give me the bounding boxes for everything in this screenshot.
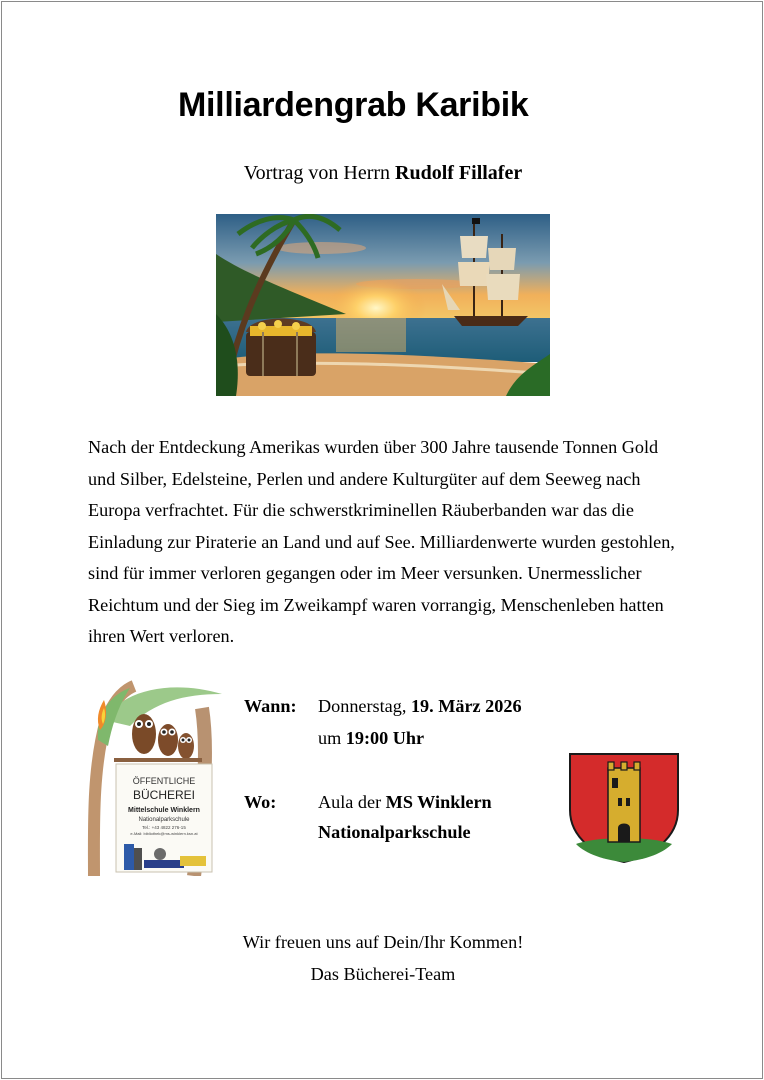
where-venue: MS Winklern [385,792,492,812]
when-day: Donnerstag, [318,696,407,716]
where-prefix: Aula der [318,792,382,812]
time-prefix: um [318,728,342,748]
flyer-title: Milliardengrab Karibik [178,86,529,124]
where-value [318,792,492,813]
body-line: sind für immer verloren gegangen oder im Meer versunken. Unermesslicher [88,563,642,583]
body-line: Einladung zur Piraterie an Land und auf See. Milliardenwerte wurden gestohlen, [88,531,675,552]
where-school: Nationalparkschule [318,822,471,842]
library-logo [84,680,224,876]
body-text [88,432,688,653]
when-date: 19. März 2026 [410,696,522,716]
logo-line-4: Nationalparkschule [138,817,190,823]
subtitle-prefix: Vortrag von Herrn [243,162,391,184]
body-line: Nach der Entdeckung Amerikas wurden über 300 Jahre tausende Tonnen Gold [88,437,659,457]
when-value [318,696,522,717]
flyer-page [1,1,763,1079]
coat-of-arms [568,752,680,864]
body-line: Reichtum und der Sieg im Zweikampf waren vorrangig, Menschenleben hatten [88,594,664,615]
when-label: Wann: [244,696,297,716]
body-line: ihren Wert verloren. [88,626,235,646]
where-label: Wo: [244,792,277,812]
body-line: und Silber, Edelsteine, Perlen und andere Kulturgüter auf dem Seeweg nach [88,468,641,489]
closing-line-1: Wir freuen uns auf Dein/Ihr Kommen! [242,932,524,952]
speaker-name: Rudolf Fillafer [395,162,523,184]
logo-line-5: Tel.: +43 4822 276-15 [142,825,186,830]
closing-line-2: Das Bücherei-Team [310,964,456,984]
logo-line-3: Mittelschule Winklern [128,807,200,814]
logo-line-2: BÜCHEREI [132,788,196,802]
flyer-subtitle [2,162,764,185]
time: 19:00 Uhr [345,728,425,748]
body-line: Europa verfrachtet. Für die schwerstkriminellen Räuberbanden war das die [88,500,634,520]
time-value [318,728,424,749]
logo-line-6: e-Mail: bibliothek@ms-winklern.ksn.at [130,831,198,836]
logo-line-1: ÖFFENTLICHE [132,776,196,786]
hero-image [216,214,550,396]
